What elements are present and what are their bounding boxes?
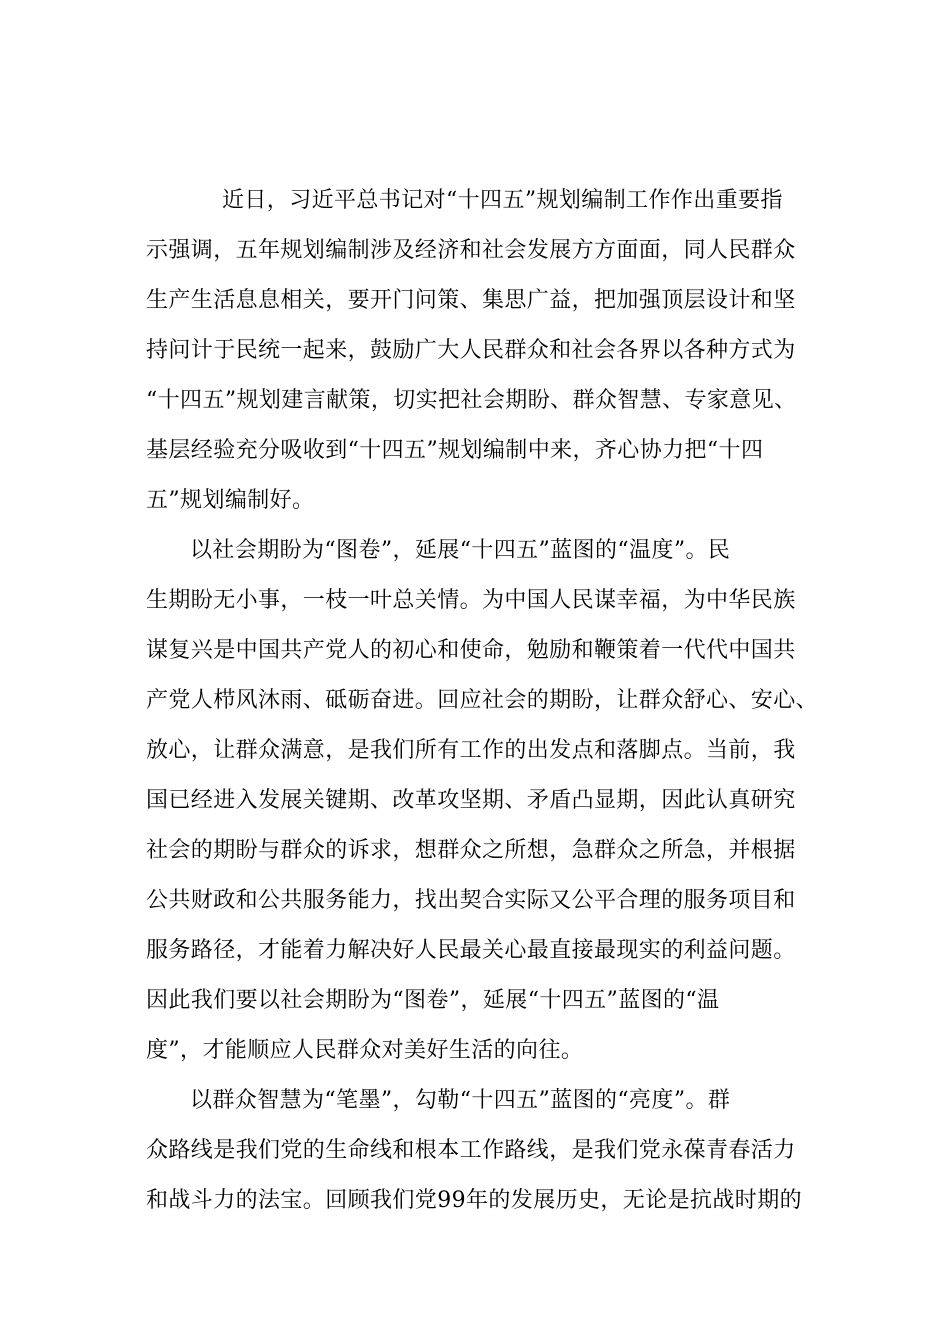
text-line: 众路线是我们党的生命线和根本工作路线，是我们党永葆青春活力 (146, 1138, 796, 1163)
text-line: 基层经验充分吸收到“十四五”规划编制中来，齐心协力把“十四 (146, 438, 764, 463)
text-line: 示强调，五年规划编制涉及经济和社会发展方方面面，同人民群众 (146, 238, 796, 263)
text-line: 谋复兴是中国共产党人的初心和使命，勉励和鞭策着一代代中国共 (146, 638, 796, 663)
paragraph-1 (146, 176, 806, 526)
text-line: 放心，让群众满意，是我们所有工作的出发点和落脚点。当前，我 (146, 738, 796, 763)
text-line: 国已经进入发展关键期、改革攻坚期、矛盾凸显期，因此认真研究 (146, 788, 796, 813)
text-line: 因此我们要以社会期盼为“图卷”，延展“十四五”蓝图的“温 (146, 988, 720, 1013)
text-line: 度”，才能顺应人民群众对美好生活的向往。 (146, 1038, 584, 1063)
text-line: 五”规划编制好。 (146, 488, 315, 513)
text-line: 生期盼无小事，一枝一叶总关情。为中国人民谋幸福，为中华民族 (146, 588, 796, 613)
text-line: 生产生活息息相关，要开门问策、集思广益，把加强顶层设计和坚 (146, 288, 796, 313)
text-line: 以社会期盼为“图卷”，延展“十四五”蓝图的“温度”。民 (190, 538, 731, 563)
text-line: 持问计于民统一起来，鼓励广大人民群众和社会各界以各种方式为 (146, 338, 796, 363)
text-line: “十四五”规划建言献策，切实把社会期盼、群众智慧、专家意见、 (146, 388, 797, 413)
paragraph-2 (146, 526, 819, 1076)
text-line: 和战斗力的法宝。回顾我们党99年的发展历史，无论是抗战时期的 (146, 1188, 802, 1213)
text-line: 公共财政和公共服务能力，找出契合实际又公平合理的服务项目和 (146, 888, 796, 913)
text-line: 产党人栉风沐雨、砥砺奋进。回应社会的期盼，让群众舒心、安心、 (146, 688, 819, 713)
paragraph-3 (146, 1076, 806, 1226)
text-line: 近日，习近平总书记对“十四五”规划编制工作作出重要指 (222, 188, 783, 213)
text-line: 社会的期盼与群众的诉求，想群众之所想，急群众之所急，并根据 (146, 838, 796, 863)
text-line: 服务路径，才能着力解决好人民最关心最直接最现实的利益问题。 (146, 938, 796, 963)
text-line: 以群众智慧为“笔墨”，勾勒“十四五”蓝图的“亮度”。群 (190, 1088, 731, 1113)
document-body (146, 176, 819, 1226)
